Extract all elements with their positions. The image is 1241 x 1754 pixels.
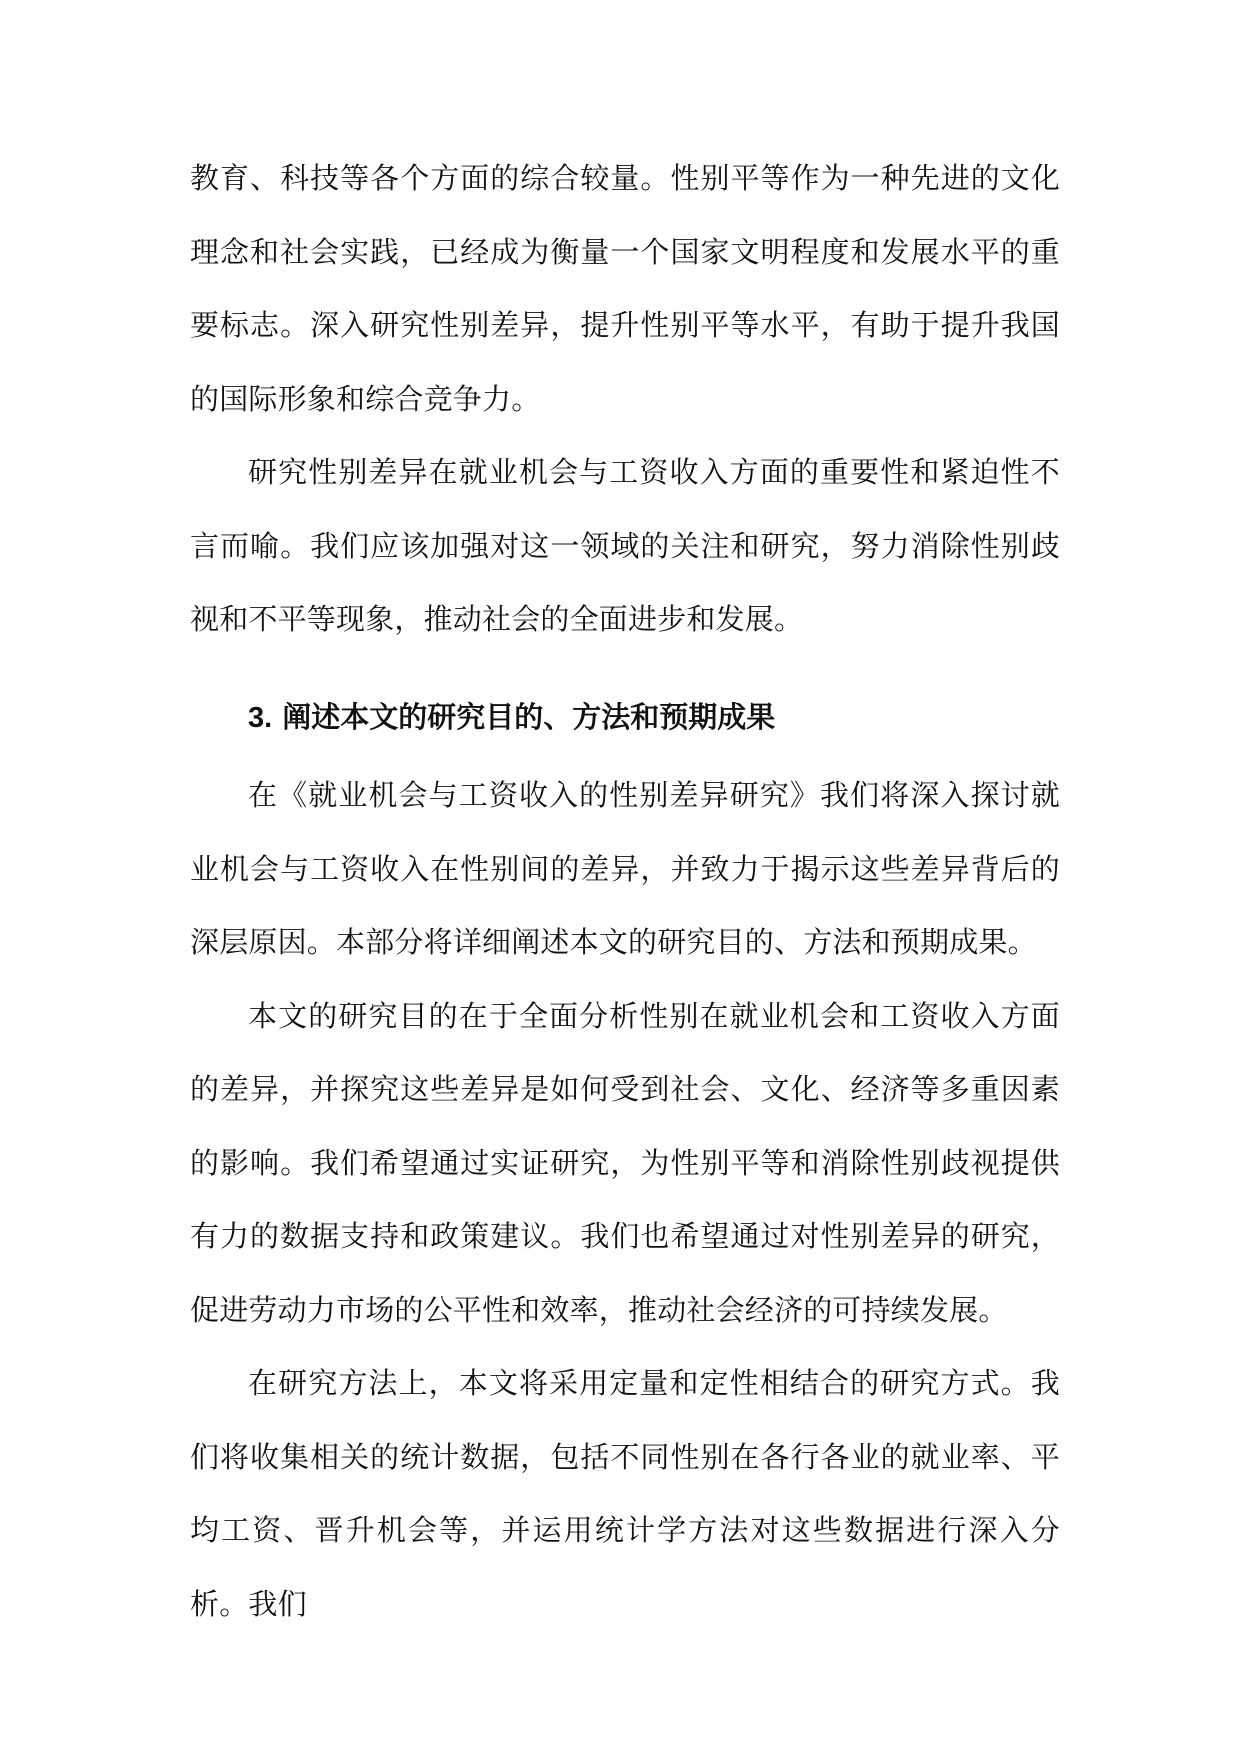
paragraph-research-method: 在研究方法上，本文将采用定量和定性相结合的研究方式。我们将收集相关的统计数据，包括不同性别在各行各业的就业率、平均工资、晋升机会等，并运用统计学方法对这些数据进行深入分析。我们 [190, 1366, 1060, 1621]
paragraph-research-purpose: 本文的研究目的在于全面分析性别在就业机会和工资收入方面的差异，并探究这些差异是如何受到社会、文化、经济等多重因素的影响。我们希望通过实证研究，为性别平等和消除性别歧视提供有力的数据支持和政策建议。我们也希望通过对性别差异的研究，促进劳动力市场的公平性和效率，推动社会经济的可持续发展。 [190, 998, 1060, 1327]
document-body [190, 142, 1060, 1641]
paragraph-intro: 在《就业机会与工资收入的性别差异研究》我们将深入探讨就业机会与工资收入在性别间的差异，并致力于揭示这些差异背后的深层原因。本部分将详细阐述本文的研究目的、方法和预期成果。 [190, 778, 1060, 959]
paragraph-importance-summary: 研究性别差异在就业机会与工资收入方面的重要性和紧迫性不言而喻。我们应该加强对这一领域的关注和研究，努力消除性别歧视和不平等现象，推动社会的全面进步和发展。 [190, 455, 1060, 636]
paragraph-continued: 教育、科技等各个方面的综合较量。性别平等作为一种先进的文化理念和社会实践，已经成为衡量一个国家文明程度和发展水平的重要标志。深入研究性别差异，提升性别平等水平，有助于提升我国的国际形象和综合竞争力。 [190, 161, 1060, 416]
section-title: 阐述本文的研究目的、方法和预期成果 [282, 699, 776, 734]
section-heading [190, 681, 1060, 756]
section-number: 3. [248, 701, 273, 734]
